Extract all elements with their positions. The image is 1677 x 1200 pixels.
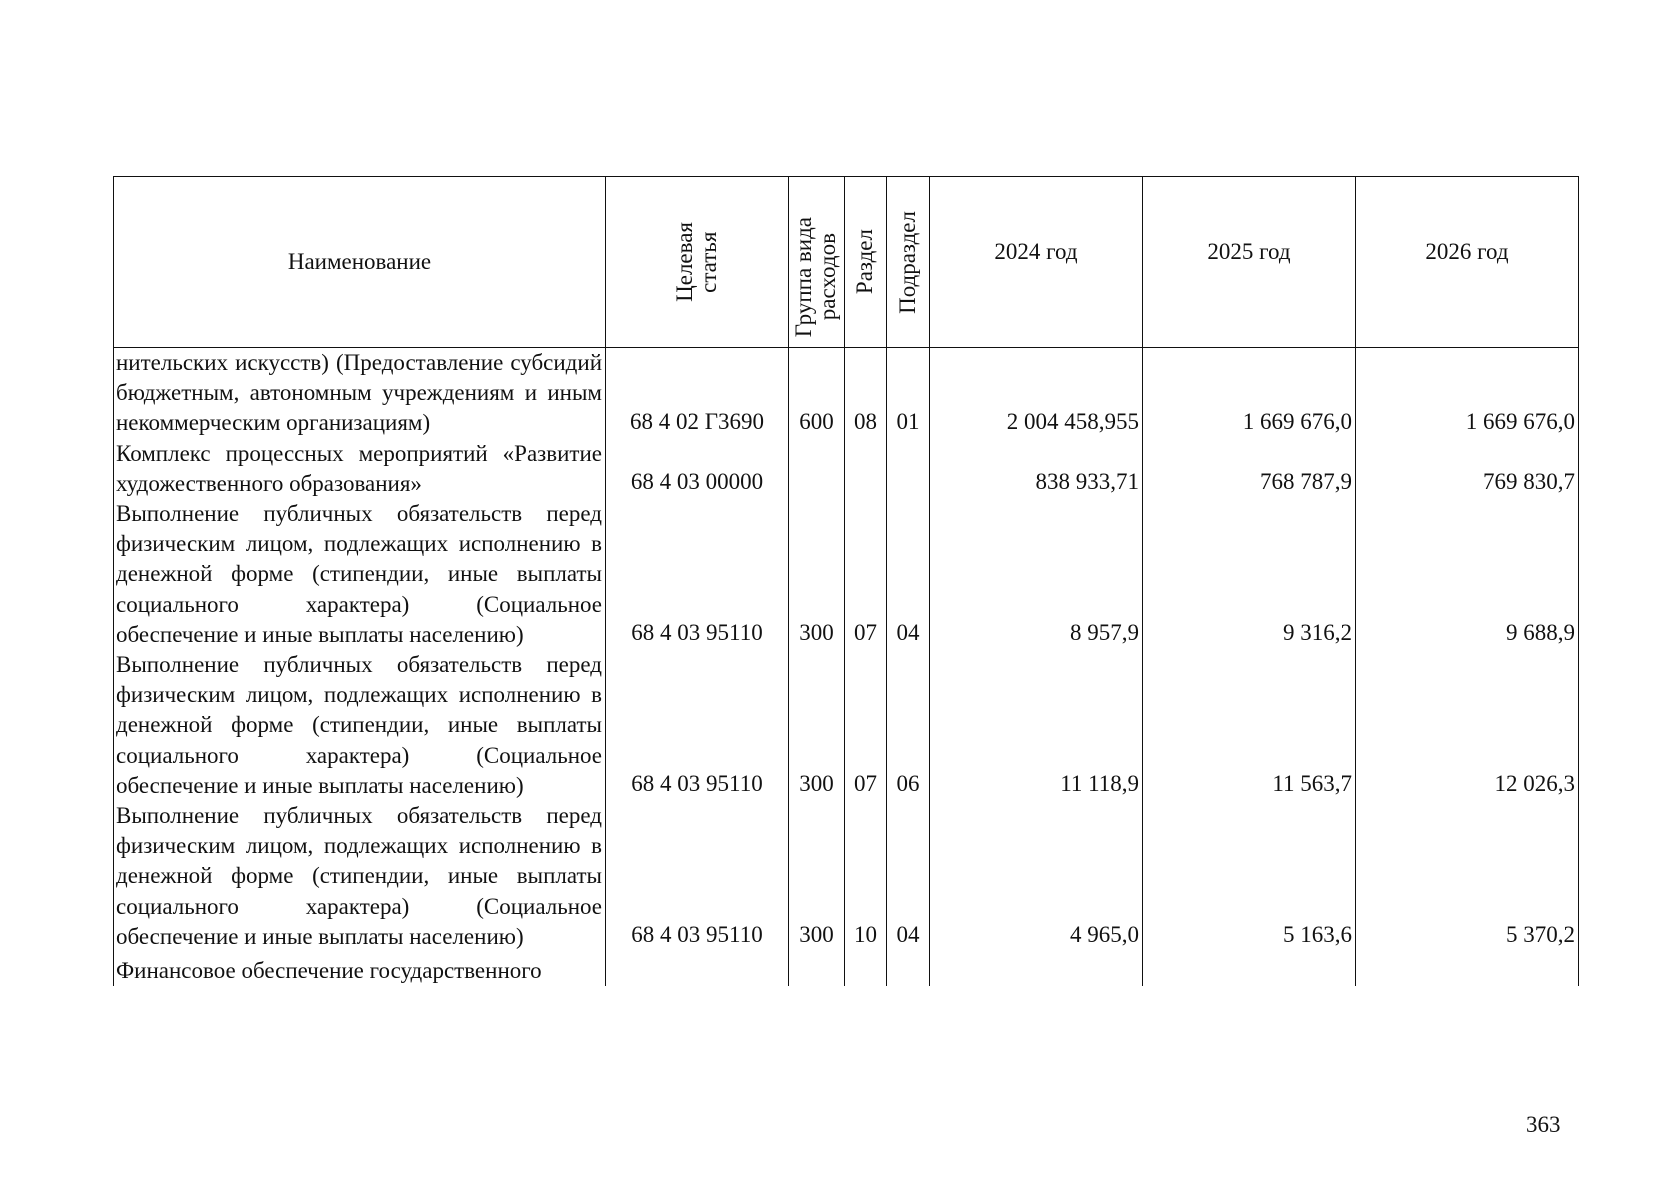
row-expense-group: 600: [789, 348, 845, 439]
header-target-article-label: Целевая статья: [671, 222, 721, 302]
row-amount-2024: 8 957,9: [930, 499, 1143, 650]
row-name: Выполнение публичных обязательств перед физическим лицом, подлежащих исполнению в денежной форме (стипендии, иные выплаты социального характера) (Социальное обеспечение и иные выплаты населению): [114, 801, 606, 952]
row-amount-2024: [930, 952, 1143, 986]
table-row: [114, 801, 1579, 952]
row-name: нительских искусств) (Предоставление субсидий бюджетным, автономным учреждениям и иным некоммерческим организациям): [114, 348, 606, 439]
row-amount-2026: [1356, 952, 1579, 986]
row-amount-2026: 1 669 676,0: [1356, 348, 1579, 439]
header-year-2026: 2026 год: [1356, 177, 1579, 348]
table-row: [114, 499, 1579, 650]
row-section: [845, 439, 887, 499]
row-target-article: 68 4 02 Г3690: [606, 348, 789, 439]
table-header-row: [114, 177, 1579, 348]
row-amount-2025: 768 787,9: [1143, 439, 1356, 499]
row-section: [845, 952, 887, 986]
row-amount-2024: 11 118,9: [930, 650, 1143, 801]
table-row: [114, 439, 1579, 499]
row-target-article: 68 4 03 00000: [606, 439, 789, 499]
row-section: 08: [845, 348, 887, 439]
row-section: 07: [845, 499, 887, 650]
table-row: [114, 650, 1579, 801]
row-subsection: [887, 439, 930, 499]
row-name: Выполнение публичных обязательств перед физическим лицом, подлежащих исполнению в денежной форме (стипендии, иные выплаты социального характера) (Социальное обеспечение и иные выплаты населению): [114, 650, 606, 801]
table-row: [114, 348, 1579, 439]
row-expense-group: 300: [789, 499, 845, 650]
row-subsection: [887, 952, 930, 986]
row-subsection: 04: [887, 801, 930, 952]
header-section-label: Раздел: [852, 229, 878, 295]
table-row: [114, 952, 1579, 986]
row-name: Выполнение публичных обязательств перед физическим лицом, подлежащих исполнению в денежной форме (стипендии, иные выплаты социального характера) (Социальное обеспечение и иные выплаты населению): [114, 499, 606, 650]
row-section: 07: [845, 650, 887, 801]
row-expense-group: 300: [789, 650, 845, 801]
row-amount-2024: 4 965,0: [930, 801, 1143, 952]
row-target-article: 68 4 03 95110: [606, 650, 789, 801]
row-amount-2025: 1 669 676,0: [1143, 348, 1356, 439]
header-subsection: [887, 177, 930, 348]
row-amount-2025: 9 316,2: [1143, 499, 1356, 650]
row-expense-group: [789, 439, 845, 499]
row-subsection: 06: [887, 650, 930, 801]
row-amount-2024: 2 004 458,955: [930, 348, 1143, 439]
header-year-2024: 2024 год: [930, 177, 1143, 348]
header-section: [845, 177, 887, 348]
row-amount-2025: 11 563,7: [1143, 650, 1356, 801]
row-amount-2025: [1143, 952, 1356, 986]
row-section: 10: [845, 801, 887, 952]
row-expense-group: [789, 952, 845, 986]
row-amount-2026: 12 026,3: [1356, 650, 1579, 801]
row-name: Комплекс процессных мероприятий «Развитие художественного образования»: [114, 439, 606, 499]
row-target-article: 68 4 03 95110: [606, 499, 789, 650]
row-target-article: [606, 952, 789, 986]
row-subsection: 04: [887, 499, 930, 650]
row-subsection: 01: [887, 348, 930, 439]
row-amount-2026: 9 688,9: [1356, 499, 1579, 650]
header-expense-group: [789, 177, 845, 348]
row-name: Финансовое обеспечение государственного: [114, 952, 606, 986]
header-subsection-label: Подраздел: [894, 210, 920, 314]
header-target-article: [606, 177, 789, 348]
row-target-article: 68 4 03 95110: [606, 801, 789, 952]
row-amount-2026: 769 830,7: [1356, 439, 1579, 499]
row-expense-group: 300: [789, 801, 845, 952]
page-number: 363: [1526, 1112, 1561, 1137]
header-name: Наименование: [114, 177, 606, 348]
row-amount-2026: 5 370,2: [1356, 801, 1579, 952]
row-amount-2024: 838 933,71: [930, 439, 1143, 499]
row-amount-2025: 5 163,6: [1143, 801, 1356, 952]
header-expense-group-label: Группа вида расходов: [791, 216, 841, 337]
budget-table: [113, 176, 1579, 986]
header-year-2025: 2025 год: [1143, 177, 1356, 348]
